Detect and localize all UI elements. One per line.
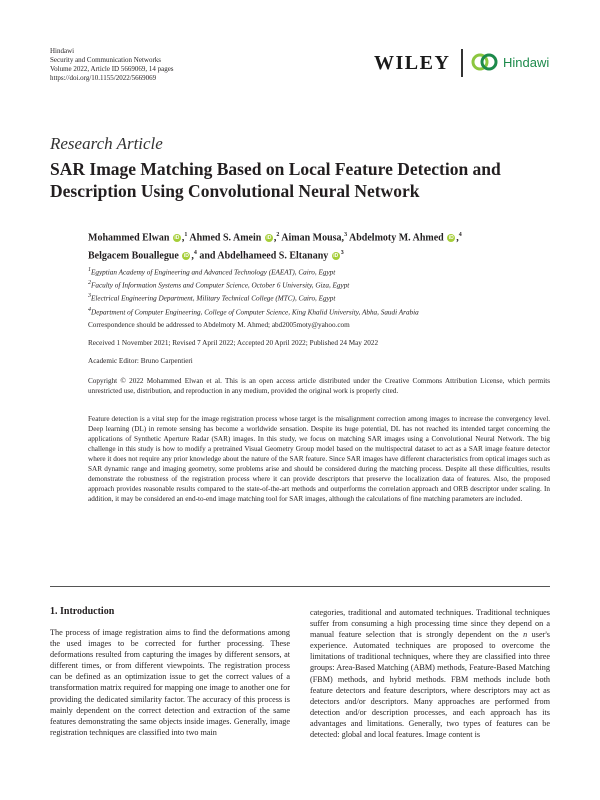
paper-title: SAR Image Matching Based on Local Feature Detection and Description Using Convolutional Neural Network bbox=[50, 159, 501, 201]
doi-link[interactable]: https://doi.org/10.1155/2022/5669069 bbox=[50, 74, 157, 82]
author-affiliation-sup: 4 bbox=[458, 232, 462, 238]
author-name: Aiman Mousa, bbox=[281, 232, 345, 244]
affiliation-item: $^2$Faculty of Information Systems and Computer Science, October 6 University, Giza, Egypt bbox=[88, 280, 350, 290]
orcid-icon[interactable]: iD bbox=[333, 252, 339, 259]
hindawi-logo bbox=[470, 52, 549, 72]
publisher-name: Hindawi bbox=[50, 47, 75, 55]
wiley-logo: WILEY bbox=[374, 52, 451, 74]
author-name: Mohammed Elwan bbox=[88, 232, 170, 244]
affiliation-item: $^1$Egyptian Academy of Engineering and Advanced Technology (EAEAT), Cairo, Egypt bbox=[88, 267, 336, 277]
author-list: Mohammed Elwan iD ,$^1$ Ahmed S. Amein iD ,$^2$ Aiman Mousa,$^3$ Abdelmoty M. Ahmed iD ,$^4$ Belgacem Bouallegue iD ,$^4$ and Abdelhameed S. Eltanany $iD^3$ bbox=[88, 232, 462, 262]
body-column-right: categories, traditional and automated techniques. Traditional techniques suffer from consuming a high processing time since they depend on a manual feature selection that is strongly dependent on the n user's experience. Automated techniques are proposed to overcome the limitations of traditional techniques, where they are classified into three groups: Area-Based Matching (ABM) methods, Feature-Based Matching (FBM) methods, and hybrid methods. FBM methods include both feature detectors and feature descriptors, where descriptors may act as detectors and/or descriptors. Many approaches are performed from detection and/or description processes, and each approach has its advantages and limitations. Generally, two types of features can be detected: global and local features. Image content is bbox=[310, 608, 550, 740]
body-column-left: The process of image registration aims to find the deformations among the used images to be corrected for further processing. These deformations resulted from capturing the images by different sensors, at different times, or from different viewpoints. The registration process can be defined as an optimization issue to get the correct values of a transformation matrix required for mapping one image to another one for providing the dedicated similarity factor. The accuracy of this process is mainly dependent on the correct detection and extraction of the same features demonstrating the same objects inside images. Generally, image registration techniques are classified into two main bbox=[50, 628, 290, 737]
correspondence: Correspondence should be addressed to Abdelmoty M. Ahmed; abd2005moty@yahoo.com bbox=[88, 321, 350, 329]
affiliation-item: $^4$Department of Computer Engineering, College of Computer Science, King Khalid University, Abha, Saudi Arabia bbox=[88, 306, 419, 316]
publication-dates: Received 1 November 2021; Revised 7 April 2022; Accepted 20 April 2022; Published 24 May 2022 bbox=[88, 339, 379, 347]
hindawi-rings-icon bbox=[470, 52, 500, 72]
affiliation-item: $^3$Electrical Engineering Department, Military Technical College (MTC), Cairo, Egypt bbox=[88, 293, 336, 303]
section-heading: 1. Introduction bbox=[50, 606, 115, 617]
author-name: Belgacem Bouallegue bbox=[88, 250, 179, 262]
section-divider bbox=[50, 586, 550, 587]
academic-editor: Academic Editor: Bruno Carpentieri bbox=[88, 357, 193, 365]
author-name: Ahmed S. Amein bbox=[189, 232, 262, 244]
journal-info bbox=[50, 47, 174, 83]
abstract: Feature detection is a vital step for the image registration process whose target is the misalignment correction among images to increase the convergency level. Deep learning (DL) in remote sensing has become a worldwide sensation. Despite its huge potential, DL has not reached its intended target concerning the applications of Synthetic Aperture Radar (SAR) images. In this study, we focus on matching SAR images using a Convolutional Neural Network. The big challenge in this study is how to modify a pretrained Visual Geometry Group model based on the multispectral dataset to act as a SAR image feature detector where it does not require any prior knowledge about the nature of the SAR feature. Since SAR images have different characteristics from optical images such as SAR dynamic range and imaging geometry, some problems arise and should be considered during the matching process. Despite all these difficulties, results demonstrate the robustness of the registration process where it can provide descriptors that preserve the localization data of features. Also, the proposed approach provides reasonable results compared to the state-of-the-art methods and outperforms the correlation approach and ORB descriptor under scaling. In addition, it may be considered an end-to-end image matching tool for SAR images, although the calculations of fine matching parameters are included. bbox=[88, 415, 550, 503]
affiliation-list bbox=[88, 265, 548, 318]
author-affiliation-sup: 3 bbox=[340, 249, 344, 256]
orcid-icon[interactable]: iD bbox=[448, 235, 454, 242]
orcid-icon[interactable]: iD bbox=[183, 252, 189, 259]
author-affiliation-sup: 4 bbox=[193, 249, 197, 256]
author-affiliation-sup: 3 bbox=[344, 232, 348, 238]
author-affiliation-sup: 1 bbox=[184, 232, 188, 238]
author-name: and Abdelhameed S. Eltanany bbox=[199, 250, 329, 262]
author-affiliation-sup: 2 bbox=[276, 232, 280, 238]
logo-divider bbox=[461, 49, 463, 77]
orcid-icon[interactable]: iD bbox=[266, 235, 272, 242]
journal-name: Security and Communication Networks bbox=[50, 56, 162, 64]
orcid-icon[interactable]: iD bbox=[174, 235, 180, 242]
copyright-notice: Copyright © 2022 Mohammed Elwan et al. This is an open access article distributed under the Creative Commons Attribution License, which permits unrestricted use, distribution, and reproduction in any medium, provided the original work is properly cited. bbox=[88, 377, 550, 395]
article-type: Research Article bbox=[50, 134, 163, 153]
author-name: Abdelmoty M. Ahmed bbox=[349, 232, 444, 244]
hindawi-logo-text: Hindawi bbox=[503, 54, 550, 70]
volume-info: Volume 2022, Article ID 5669069, 14 pages bbox=[50, 65, 174, 73]
